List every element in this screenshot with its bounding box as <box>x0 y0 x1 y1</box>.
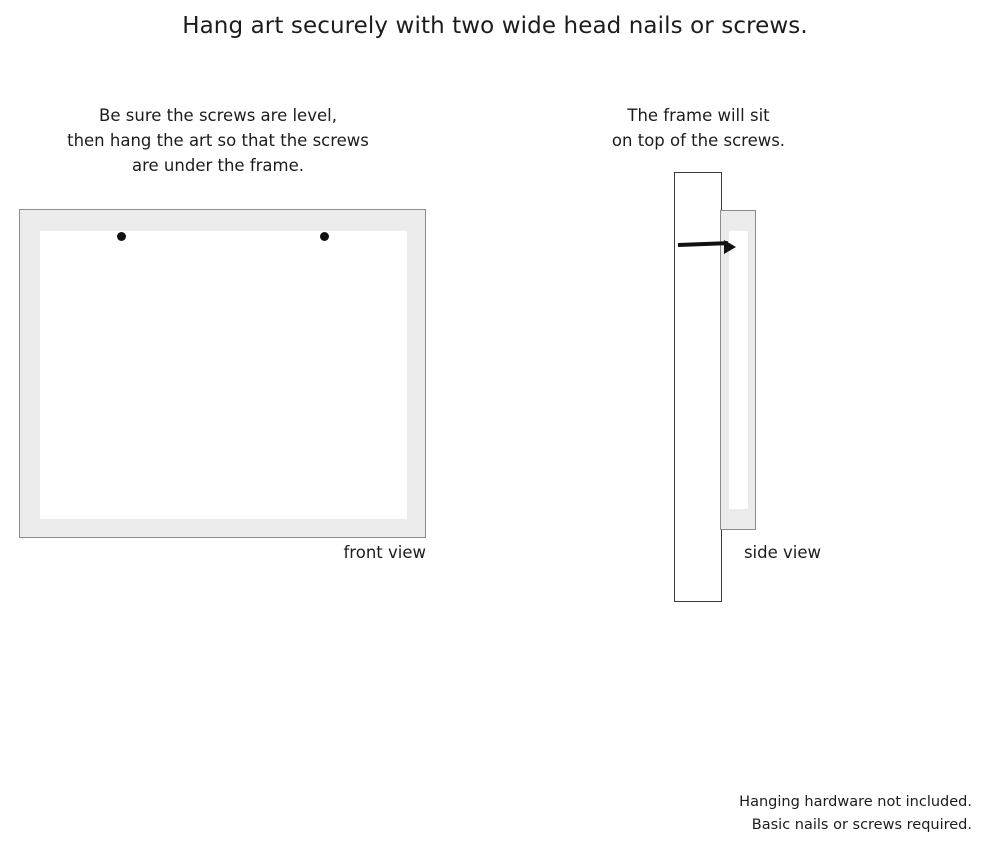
screw-dot-right-icon <box>320 232 329 241</box>
side-view-caption-line-1: The frame will sit <box>627 106 770 125</box>
screw-dot-left-icon <box>117 232 126 241</box>
front-view-caption-line-2: then hang the art so that the screws <box>67 131 369 150</box>
nail-head-icon <box>724 240 736 254</box>
side-view-frame-inner <box>729 231 748 509</box>
page-title: Hang art securely with two wide head nails or screws. <box>182 13 808 39</box>
footer-note-line-2: Basic nails or screws required. <box>751 817 972 833</box>
side-view-caption <box>560 103 837 153</box>
front-view-caption-line-3: are under the frame. <box>132 156 304 175</box>
front-view-frame <box>19 209 426 538</box>
footer-note-line-1: Hanging hardware not included. <box>739 794 972 810</box>
side-view-wall <box>674 172 722 602</box>
front-view-label: front view <box>343 543 426 562</box>
footer-note <box>492 791 972 837</box>
front-view-caption <box>18 103 418 178</box>
front-view-caption-line-1: Be sure the screws are level, <box>99 106 337 125</box>
side-view-caption-line-2: on top of the screws. <box>611 131 786 150</box>
side-view-label: side view <box>743 543 821 562</box>
front-view-artwork <box>40 231 407 519</box>
